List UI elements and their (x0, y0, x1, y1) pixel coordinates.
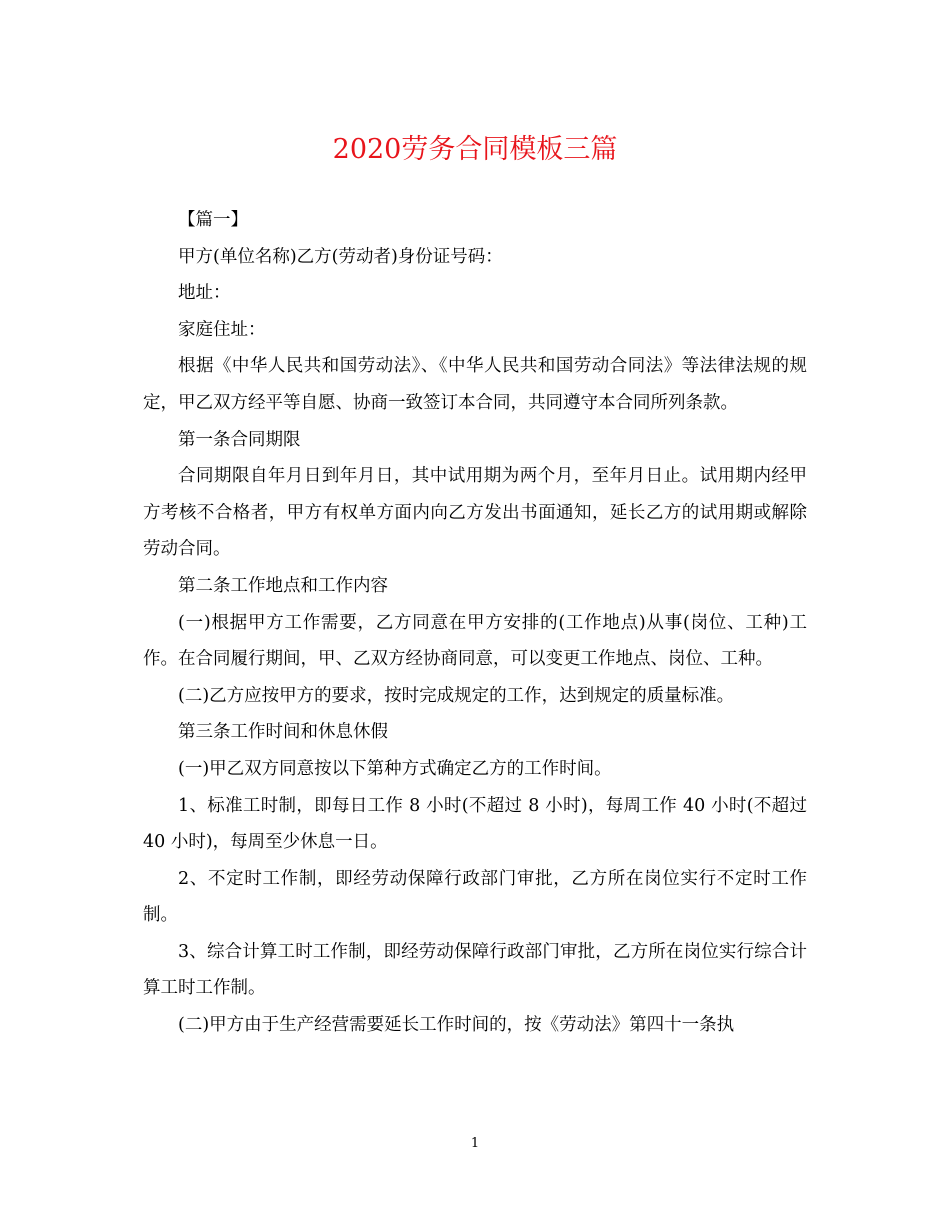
article-paragraph: 合同期限自年月日到年月日，其中试用期为两个月，至年月日止。试用期内经甲方考核不合格者，甲方有权单方面内向乙方发出书面通知，延长乙方的试用期或解除劳动合同。 (143, 466, 807, 560)
article-paragraph: (一)甲乙双方同意按以下第种方式确定乙方的工作时间。 (178, 758, 612, 779)
article-paragraph: 1、标准工时制，即每日工作 8 小时(不超过 8 小时)，每周工作 40 小时(不超过 40 小时)，每周至少休息一日。 (143, 795, 807, 853)
article-paragraph: (二)甲方由于生产经营需要延长工作时间的，按《劳动法》第四十一条执 (178, 1015, 735, 1036)
page-number: 1 (470, 1136, 480, 1151)
home-address-line: 家庭住址： (178, 319, 266, 340)
article-heading: 第二条工作地点和工作内容 (178, 575, 388, 596)
party-line: 甲方(单位名称)乙方(劳动者)身份证号码： (178, 246, 503, 267)
article-paragraph: 2、不定时工作制，即经劳动保障行政部门审批，乙方所在岗位实行不定时工作制。 (143, 868, 807, 926)
document-title: 2020劳务合同模板三篇 (332, 134, 618, 165)
address-line: 地址： (178, 283, 231, 304)
preamble-paragraph: 根据《中华人民共和国劳动法》、《中华人民共和国劳动合同法》等法律法规的规定，甲乙双方经平等自愿、协商一致签订本合同，共同遵守本合同所列条款。 (143, 356, 807, 413)
article-heading: 第一条合同期限 (178, 429, 301, 450)
section-heading: 【篇一】 (178, 210, 248, 230)
article-paragraph: (二)乙方应按甲方的要求，按时完成规定的工作，达到规定的质量标准。 (178, 685, 735, 706)
article-paragraph: (一)根据甲方工作需要，乙方同意在甲方安排的(工作地点)从事(岗位、工种)工作。在合同履行期间，甲、乙双方经协商同意，可以变更工作地点、岗位、工种。 (143, 612, 807, 670)
article-paragraph: 3、综合计算工时工作制，即经劳动保障行政部门审批，乙方所在岗位实行综合计算工时工作制。 (143, 941, 807, 999)
document-body (143, 202, 807, 1044)
article-heading: 第三条工作时间和休息休假 (178, 722, 388, 743)
